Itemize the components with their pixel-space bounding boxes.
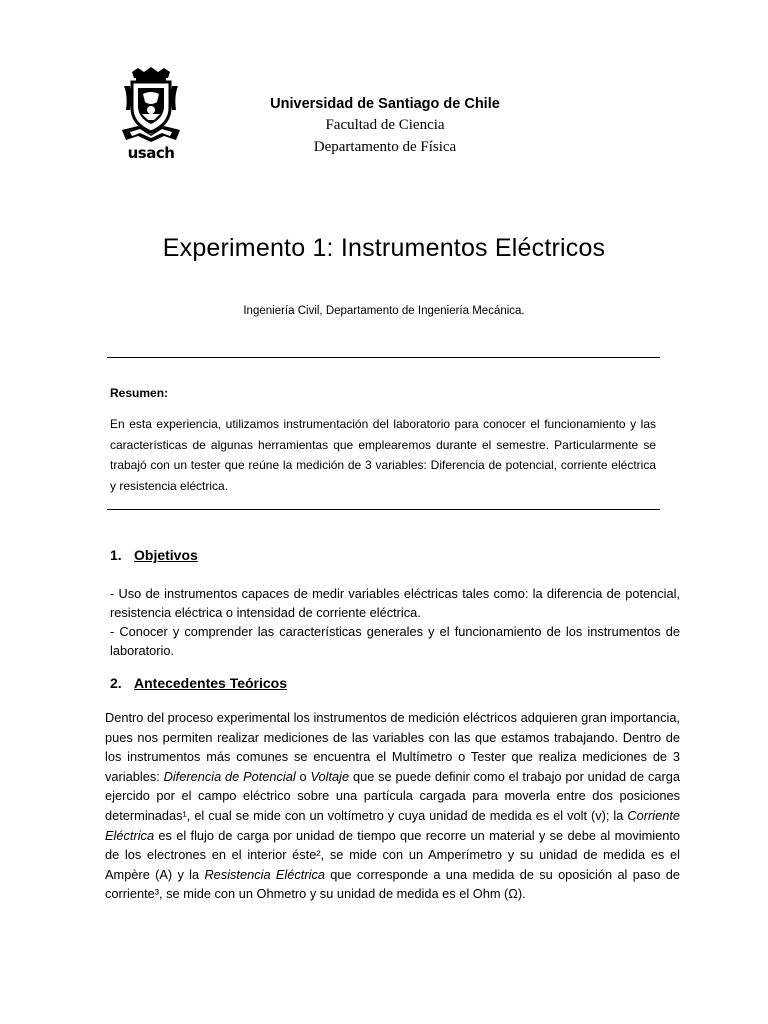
- department-name: Departamento de Física: [313, 139, 457, 155]
- university-name: Universidad de Santiago de Chile: [270, 96, 500, 112]
- divider-top: [107, 357, 660, 358]
- term-resistencia-electrica: Resistencia Eléctrica: [204, 866, 325, 882]
- university-seal-icon: [118, 66, 184, 144]
- university-logo: [118, 66, 184, 164]
- faculty-name: Facultad de Ciencia: [325, 117, 445, 133]
- abstract-text: En esta experiencia, utilizamos instrumentación del laboratorio para conocer el funcionamiento y las características de algunas herramientas que emplearemos durante el semestre. Particularmente se trabajó con un tester que reúne la medición de 3 variables: Diferencia de potencial, corriente eléctrica y resistencia eléctrica.: [110, 417, 656, 493]
- institution-header: [200, 94, 570, 158]
- section-heading-antecedentes: [110, 675, 287, 691]
- document-subtitle: Ingeniería Civil, Departamento de Ingeniería Mecánica.: [243, 305, 525, 317]
- document-title: Experimento 1: Instrumentos Eléctricos: [162, 234, 606, 262]
- objective-item: - Conocer y comprender las características generales y el funcionamiento de los instrumentos de laboratorio.: [110, 624, 680, 658]
- text-run: Dentro del proceso experimental los instrumentos de medición eléctricos adquieren gran importancia, pues nos permiten realizar mediciones de las variables con las que estamos trabajando. Dentro de los instrumentos más comunes se encuentra el Multímetro o Tester que realiza mediciones de 3 variables:: [105, 710, 680, 784]
- section-label: Objetivos: [134, 547, 198, 563]
- section-label: Antecedentes Teóricos: [134, 675, 288, 691]
- text-run: que se puede definir como el trabajo por unidad de carga ejercido por el campo eléctrico sobre una partícula cargada para moverla entre dos posiciones determinadas¹, el cual se mide con un voltímetro y cuya unidad de medida es el volt (v); la: [105, 768, 680, 823]
- section-number: 1.: [110, 547, 122, 563]
- term-corriente-electrica: Corriente Eléctrica: [105, 807, 680, 843]
- text-run: o: [295, 768, 311, 784]
- term-voltaje: Voltaje: [310, 768, 350, 784]
- abstract-heading: Resumen:: [110, 386, 169, 400]
- text-run: que corresponde a una medida de su oposición al paso de corriente³, se mide con un Ohmetro y su unidad de medida es el Ohm (Ω).: [105, 866, 680, 902]
- divider-bottom: [107, 509, 660, 510]
- section-heading-objetivos: [110, 547, 198, 563]
- logo-text: usach: [127, 144, 175, 162]
- objective-item: - Uso de instrumentos capaces de medir variables eléctricas tales como: la diferencia de potencial, resistencia eléctrica o intensidad de corriente eléctrica.: [110, 586, 680, 620]
- term-diferencia-de-potencial: Diferencia de Potencial: [163, 768, 296, 784]
- theory-paragraph: [105, 708, 680, 904]
- section-number: 2.: [110, 675, 122, 691]
- text-run: es el flujo de carga por unidad de tiempo que recorre un material y se debe al movimiento de los electrones en el interior éste², se mide con un Amperímetro y su unidad de medida es el Ampère (A) y la: [105, 827, 680, 882]
